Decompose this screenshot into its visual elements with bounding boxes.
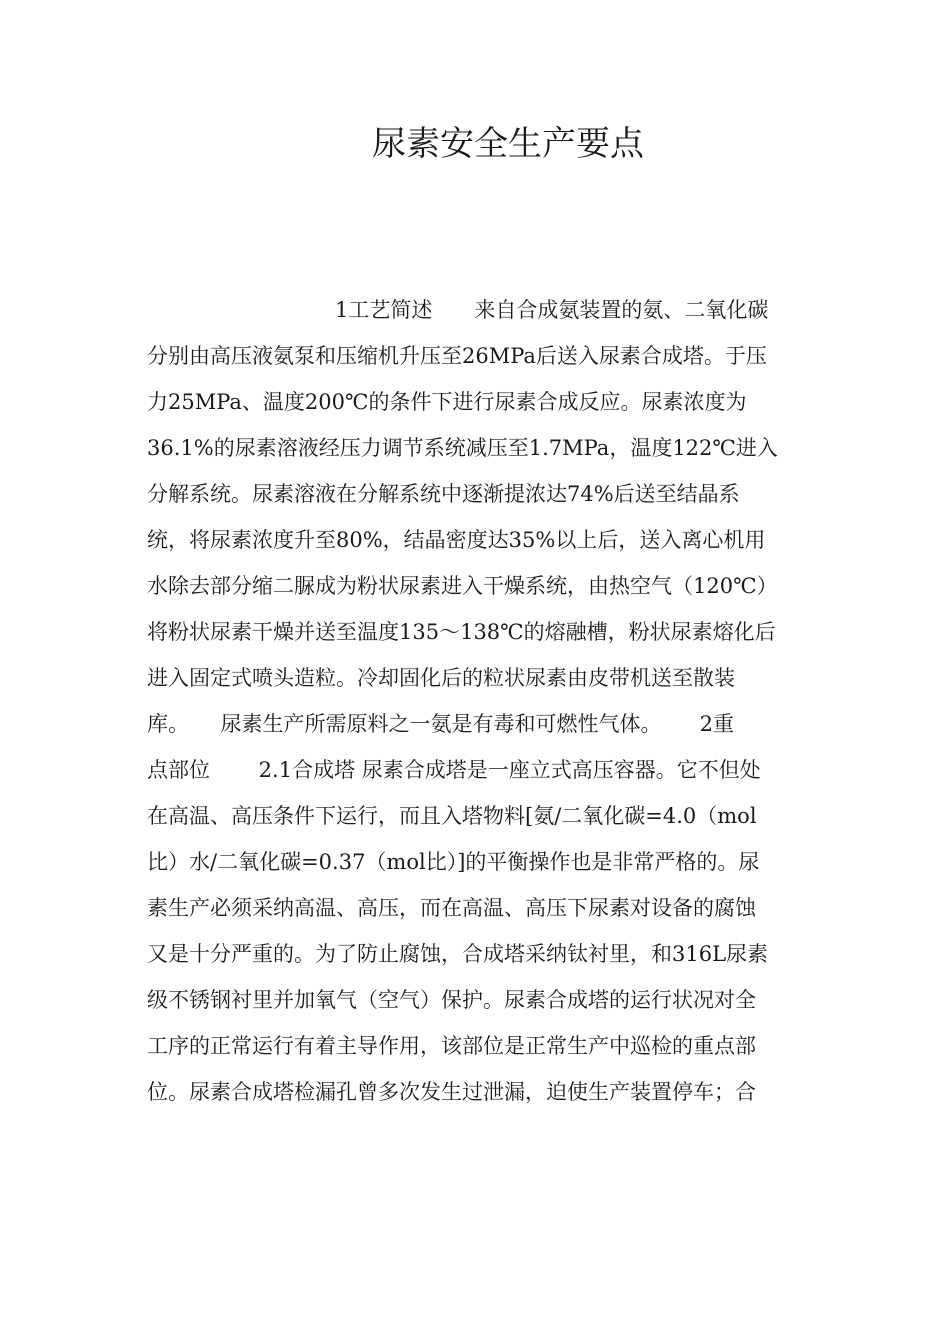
body-line: 力25MPa、温度200℃的条件下进行尿素合成反应。尿素浓度为 xyxy=(147,390,747,414)
body-line: 36.1%的尿素溶液经压力调节系统减压至1.7MPa，温度122℃进入 xyxy=(147,436,778,460)
document-body xyxy=(147,290,807,1118)
body-line: 水除去部分缩二脲成为粉状尿素进入干燥系统，由热空气（120℃） xyxy=(147,574,778,598)
body-line: 将粉状尿素干燥并送至温度135～138℃的熔融槽，粉状尿素熔化后 xyxy=(147,620,776,644)
body-line: 点部位 2.1合成塔 尿素合成塔是一座立式高压容器。它不但处 xyxy=(147,758,761,782)
body-line: 1工艺简述 来自合成氨装置的氨、二氧化碳 xyxy=(335,298,769,322)
body-line: 工序的正常运行有着主导作用，该部位是正常生产中巡检的重点部 xyxy=(147,1034,756,1058)
document-title: 尿素安全生产要点 xyxy=(372,124,644,164)
body-line: 进入固定式喷头造粒。冷却固化后的粒状尿素由皮带机送至散装 xyxy=(147,666,735,690)
body-line: 分别由高压液氨泵和压缩机升压至26MPa后送入尿素合成塔。于压 xyxy=(147,344,767,368)
body-line: 分解系统。尿素溶液在分解系统中逐渐提浓达74%后送至结晶系 xyxy=(147,482,740,506)
body-line: 素生产必须采纳高温、高压，而在高温、高压下尿素对设备的腐蚀 xyxy=(147,896,756,920)
body-line: 又是十分严重的。为了防止腐蚀，合成塔采纳钛衬里，和316L尿素 xyxy=(147,942,769,966)
body-line: 在高温、高压条件下运行，而且入塔物料[氨/二氧化碳=4.0（mol xyxy=(147,804,757,828)
body-line: 统，将尿素浓度升至80%，结晶密度达35%以上后，送入离心机用 xyxy=(147,528,766,552)
body-line: 级不锈钢衬里并加氧气（空气）保护。尿素合成塔的运行状况对全 xyxy=(147,988,756,1012)
body-line: 比）水/二氧化碳=0.37（mol比）]的平衡操作也是非常严格的。尿 xyxy=(147,850,760,874)
body-line: 库。 尿素生产所需原料之一氨是有毒和可燃性气体。 2重 xyxy=(147,712,735,736)
body-line: 位。尿素合成塔检漏孔曾多次发生过泄漏，迫使生产装置停车；合 xyxy=(147,1080,756,1104)
